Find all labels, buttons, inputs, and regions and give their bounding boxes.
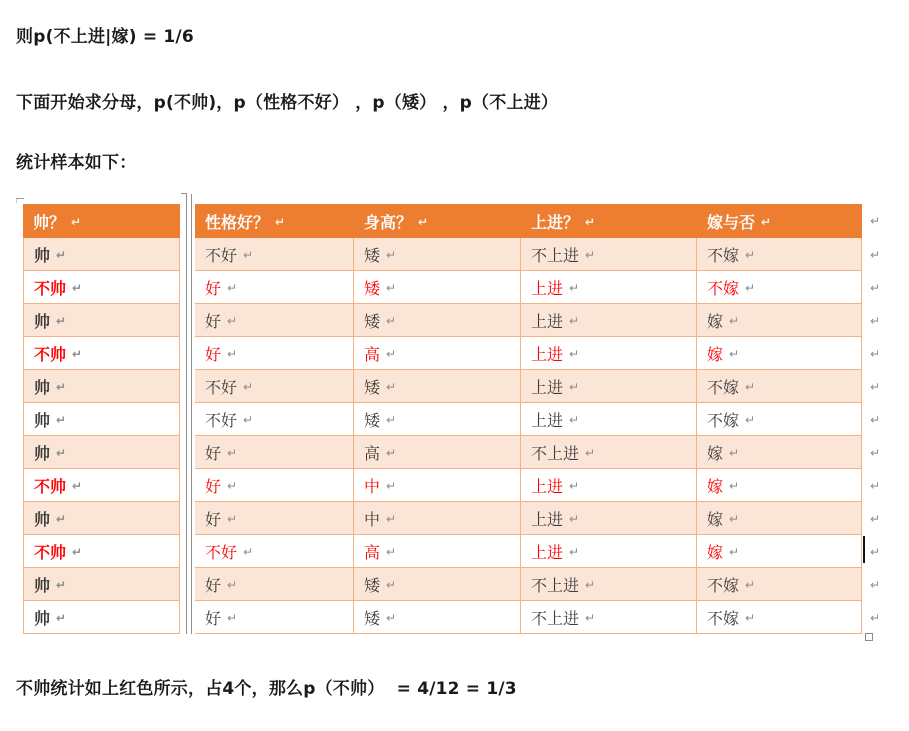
paragraph-mark-icon: ↵	[569, 545, 580, 559]
paragraph-mark-icon: ↵	[386, 248, 397, 262]
table-row	[23, 535, 862, 568]
cell-text: 嫁	[707, 542, 724, 562]
paragraph-mark-icon: ↵	[585, 215, 596, 229]
cell-text: 嫁	[707, 311, 724, 331]
cell-text: 矮	[364, 575, 381, 595]
paragraph-mark-icon: ↵	[56, 413, 67, 427]
cell-text: 嫁	[707, 476, 724, 496]
table-cell[interactable]	[697, 469, 862, 502]
cell-text: 好	[205, 608, 222, 628]
cell-text: 上进？	[531, 212, 580, 232]
paragraph-mark-icon: ↵	[243, 248, 254, 262]
cell-text: 不帅	[34, 344, 67, 364]
paragraph-mark-icon: ↵	[386, 380, 397, 394]
paragraph-mark-icon: ↵	[71, 215, 82, 229]
paragraph-mark-icon: ↵	[569, 479, 580, 493]
cell-text: 嫁	[707, 344, 724, 364]
table-cell[interactable]	[23, 238, 180, 271]
cell-text: 不上进	[531, 608, 580, 628]
cell-text: 不嫁	[707, 575, 740, 595]
paragraph-mark-icon: ↵	[869, 511, 881, 526]
table-cell[interactable]	[521, 337, 697, 370]
paragraph-mark-icon: ↵	[761, 215, 772, 229]
table-body	[23, 238, 862, 634]
paragraph-mark-icon: ↵	[386, 512, 397, 526]
cell-text: 上进	[531, 278, 564, 298]
cell-text: 好	[205, 278, 222, 298]
cell-text: 好	[205, 476, 222, 496]
table-cell[interactable]	[521, 436, 697, 469]
cell-text: 上进	[531, 476, 564, 496]
cell-text: 不嫁	[707, 608, 740, 628]
cell-text: 好	[205, 509, 222, 529]
paragraph-mark-icon: ↵	[869, 445, 881, 460]
cell-text: 中	[364, 476, 381, 496]
paragraph-mark-icon: ↵	[56, 314, 67, 328]
paragraph-mark-icon: ↵	[227, 512, 238, 526]
paragraph-mark-icon: ↵	[585, 611, 596, 625]
cell-text: 帅	[34, 443, 51, 463]
paragraph-mark-icon: ↵	[56, 446, 67, 460]
cell-text: 不帅	[34, 278, 67, 298]
paragraph-mark-icon: ↵	[869, 280, 881, 295]
table-cell[interactable]	[521, 502, 697, 535]
cell-text: 不上进	[531, 245, 580, 265]
table-row	[23, 502, 862, 535]
header-cell[interactable]	[697, 204, 862, 238]
paragraph-mark-icon: ↵	[869, 478, 881, 493]
cell-text: 不帅	[34, 542, 67, 562]
denominator-line[interactable]: 下面开始求分母，p(不帅)，p（性格不好） ，p（矮） ，p（不上进）	[16, 93, 559, 113]
paragraph-mark-icon: ↵	[569, 281, 580, 295]
row-end-marks	[867, 204, 883, 634]
table-cell[interactable]	[195, 403, 354, 436]
table-cell[interactable]	[697, 403, 862, 436]
table-cell[interactable]	[354, 502, 521, 535]
header-cell[interactable]	[23, 204, 180, 238]
table-cell[interactable]	[23, 535, 180, 568]
paragraph-mark-icon: ↵	[869, 346, 881, 361]
paragraph-mark-icon: ↵	[729, 446, 740, 460]
cell-text: 好	[205, 311, 222, 331]
paragraph-mark-icon: ↵	[386, 281, 397, 295]
paragraph-mark-icon: ↵	[569, 512, 580, 526]
table-cell[interactable]	[195, 304, 354, 337]
table-cell[interactable]	[354, 601, 521, 634]
table-cell[interactable]	[354, 436, 521, 469]
paragraph-mark-icon: ↵	[56, 248, 67, 262]
cell-text: 不好	[205, 245, 238, 265]
paragraph-mark-icon: ↵	[869, 544, 881, 559]
paragraph-mark-icon: ↵	[386, 413, 397, 427]
table-row	[23, 304, 862, 337]
table-cell[interactable]	[23, 403, 180, 436]
table-cell[interactable]	[697, 304, 862, 337]
paragraph-mark-icon: ↵	[745, 413, 756, 427]
table-cell[interactable]	[521, 304, 697, 337]
cell-text: 好	[205, 443, 222, 463]
cell-text: 身高？	[364, 212, 413, 232]
table-cell[interactable]	[521, 601, 697, 634]
paragraph-mark-icon: ↵	[275, 215, 286, 229]
table-cell[interactable]	[697, 601, 862, 634]
table-cell[interactable]	[697, 436, 862, 469]
cell-text: 帅	[34, 608, 51, 628]
table-cell[interactable]	[354, 469, 521, 502]
cell-text: 上进	[531, 410, 564, 430]
paragraph-mark-icon: ↵	[386, 611, 397, 625]
paragraph-mark-icon: ↵	[386, 578, 397, 592]
text-cursor	[863, 536, 865, 563]
cell-text: 矮	[364, 410, 381, 430]
table-row	[23, 370, 862, 403]
cell-text: 帅	[34, 410, 51, 430]
paragraph-mark-icon: ↵	[227, 611, 238, 625]
table-cell[interactable]	[195, 535, 354, 568]
paragraph-mark-icon: ↵	[386, 314, 397, 328]
table-row	[23, 436, 862, 469]
table-cell[interactable]	[354, 568, 521, 601]
table-cell[interactable]	[697, 238, 862, 271]
table-corner-mark	[16, 198, 24, 203]
paragraph-mark-icon: ↵	[56, 512, 67, 526]
cell-text: 好	[205, 575, 222, 595]
paragraph-mark-icon: ↵	[386, 347, 397, 361]
cell-text: 帅	[34, 377, 51, 397]
paragraph-mark-icon: ↵	[869, 577, 881, 592]
paragraph-mark-icon: ↵	[72, 545, 83, 559]
cell-text: 帅	[34, 311, 51, 331]
paragraph-mark-icon: ↵	[585, 578, 596, 592]
paragraph-mark-icon: ↵	[869, 610, 881, 625]
cell-text: 好	[205, 344, 222, 364]
paragraph-mark-icon: ↵	[569, 347, 580, 361]
paragraph-mark-icon: ↵	[227, 479, 238, 493]
header-cell[interactable]	[195, 204, 354, 238]
table-cell[interactable]	[354, 535, 521, 568]
paragraph-mark-icon: ↵	[227, 314, 238, 328]
table-cell[interactable]	[23, 568, 180, 601]
cell-text: 矮	[364, 278, 381, 298]
cell-text: 中	[364, 509, 381, 529]
header-cell[interactable]	[354, 204, 521, 238]
paragraph-mark-icon: ↵	[72, 281, 83, 295]
table-row	[23, 469, 862, 502]
cell-text: 不嫁	[707, 245, 740, 265]
paragraph-mark-icon: ↵	[56, 578, 67, 592]
cell-text: 不好	[205, 410, 238, 430]
table-row	[23, 403, 862, 436]
header-cell[interactable]	[521, 204, 697, 238]
table-cell[interactable]	[195, 502, 354, 535]
cell-text: 高	[364, 344, 381, 364]
paragraph-mark-icon: ↵	[72, 479, 83, 493]
table-cell[interactable]	[23, 337, 180, 370]
column-gridline[interactable]	[186, 194, 192, 634]
paragraph-mark-icon: ↵	[745, 611, 756, 625]
cell-text: 矮	[364, 608, 381, 628]
table-cell[interactable]	[195, 238, 354, 271]
paragraph-mark-icon: ↵	[569, 314, 580, 328]
table-row	[23, 238, 862, 271]
cell-text: 帅？	[33, 212, 66, 232]
cell-text: 上进	[531, 377, 564, 397]
paragraph-mark-icon: ↵	[386, 545, 397, 559]
table-cell[interactable]	[354, 403, 521, 436]
table-cell[interactable]	[195, 601, 354, 634]
table-cell[interactable]	[195, 271, 354, 304]
paragraph-mark-icon: ↵	[243, 545, 254, 559]
paragraph-mark-icon: ↵	[569, 413, 580, 427]
table-cell[interactable]	[23, 304, 180, 337]
cell-text: 矮	[364, 245, 381, 265]
cell-text: 帅	[34, 245, 51, 265]
paragraph-mark-icon: ↵	[745, 380, 756, 394]
table-row	[23, 337, 862, 370]
paragraph-mark-icon: ↵	[745, 248, 756, 262]
table-cell[interactable]	[23, 601, 180, 634]
table-cell[interactable]	[521, 535, 697, 568]
paragraph-mark-icon: ↵	[729, 479, 740, 493]
cell-text: 不上进	[531, 443, 580, 463]
table-cell[interactable]	[697, 271, 862, 304]
paragraph-mark-icon: ↵	[569, 380, 580, 394]
paragraph-mark-icon: ↵	[869, 247, 881, 262]
paragraph-mark-icon: ↵	[729, 314, 740, 328]
paragraph-mark-icon: ↵	[227, 446, 238, 460]
cell-text: 帅	[34, 575, 51, 595]
table-cell[interactable]	[697, 337, 862, 370]
table-row	[23, 601, 862, 634]
sample-table	[23, 204, 862, 634]
table-cell[interactable]	[521, 271, 697, 304]
table-cell[interactable]	[697, 370, 862, 403]
cell-text: 不上进	[531, 575, 580, 595]
cell-text: 不嫁	[707, 377, 740, 397]
table-cell[interactable]	[23, 502, 180, 535]
table-header-row	[23, 204, 862, 238]
paragraph-mark-icon: ↵	[585, 248, 596, 262]
paragraph-mark-icon: ↵	[869, 214, 881, 228]
table-cell[interactable]	[521, 238, 697, 271]
cell-text: 嫁	[707, 509, 724, 529]
paragraph-mark-icon: ↵	[869, 379, 881, 394]
paragraph-mark-icon: ↵	[418, 215, 429, 229]
paragraph-mark-icon: ↵	[243, 413, 254, 427]
table-cell[interactable]	[697, 568, 862, 601]
table-cell[interactable]	[354, 337, 521, 370]
paragraph-mark-icon: ↵	[386, 446, 397, 460]
cell-text: 不嫁	[707, 278, 740, 298]
table-cell[interactable]	[354, 370, 521, 403]
paragraph-mark-icon: ↵	[227, 347, 238, 361]
paragraph-mark-icon: ↵	[745, 281, 756, 295]
paragraph-mark-icon: ↵	[56, 611, 67, 625]
table-cell[interactable]	[195, 337, 354, 370]
table-cell[interactable]	[521, 370, 697, 403]
table-cell[interactable]	[195, 469, 354, 502]
table-row	[23, 568, 862, 601]
cell-text: 上进	[531, 344, 564, 364]
table-cell[interactable]	[521, 469, 697, 502]
cell-text: 帅	[34, 509, 51, 529]
paragraph-mark-icon: ↵	[729, 347, 740, 361]
paragraph-mark-icon: ↵	[729, 512, 740, 526]
table-cell[interactable]	[697, 502, 862, 535]
formula-line[interactable]: 则p(不上进|嫁) = 1/6	[16, 27, 194, 47]
paragraph-mark-icon: ↵	[386, 479, 397, 493]
cell-text: 不好	[205, 377, 238, 397]
table-cell[interactable]	[354, 271, 521, 304]
cell-text: 性格好？	[205, 212, 270, 232]
cell-text: 上进	[531, 311, 564, 331]
table-cell[interactable]	[521, 568, 697, 601]
cell-text: 嫁与否	[707, 212, 756, 232]
paragraph-mark-icon: ↵	[72, 347, 83, 361]
table-cell[interactable]	[354, 238, 521, 271]
paragraph-mark-icon: ↵	[745, 578, 756, 592]
cell-text: 不嫁	[707, 410, 740, 430]
cell-text: 不好	[205, 542, 238, 562]
paragraph-mark-icon: ↵	[227, 281, 238, 295]
paragraph-mark-icon: ↵	[869, 313, 881, 328]
footer-line[interactable]: 不帅统计如上红色所示，占4个，那么p（不帅） = 4/12 = 1/3	[16, 679, 517, 699]
table-cell[interactable]	[23, 370, 180, 403]
paragraph-mark-icon: ↵	[585, 446, 596, 460]
cell-text: 嫁	[707, 443, 724, 463]
cell-text: 矮	[364, 377, 381, 397]
table-cell[interactable]	[354, 304, 521, 337]
paragraph-mark-icon: ↵	[869, 412, 881, 427]
paragraph-mark-icon: ↵	[227, 578, 238, 592]
paragraph-mark-icon: ↵	[729, 545, 740, 559]
table-cell[interactable]	[195, 568, 354, 601]
cell-text: 高	[364, 443, 381, 463]
table-cell[interactable]	[23, 436, 180, 469]
table-row	[23, 271, 862, 304]
table-resize-handle[interactable]	[865, 633, 873, 641]
table-cell[interactable]	[23, 469, 180, 502]
table-cell[interactable]	[521, 403, 697, 436]
cell-text: 矮	[364, 311, 381, 331]
cell-text: 不帅	[34, 476, 67, 496]
paragraph-mark-icon: ↵	[243, 380, 254, 394]
cell-text: 上进	[531, 509, 564, 529]
table-cell[interactable]	[697, 535, 862, 568]
sample-intro-line[interactable]: 统计样本如下：	[16, 153, 137, 173]
paragraph-mark-icon: ↵	[56, 380, 67, 394]
table-cell[interactable]	[195, 436, 354, 469]
cell-text: 高	[364, 542, 381, 562]
table-cell[interactable]	[195, 370, 354, 403]
cell-text: 上进	[531, 542, 564, 562]
table-cell[interactable]	[23, 271, 180, 304]
